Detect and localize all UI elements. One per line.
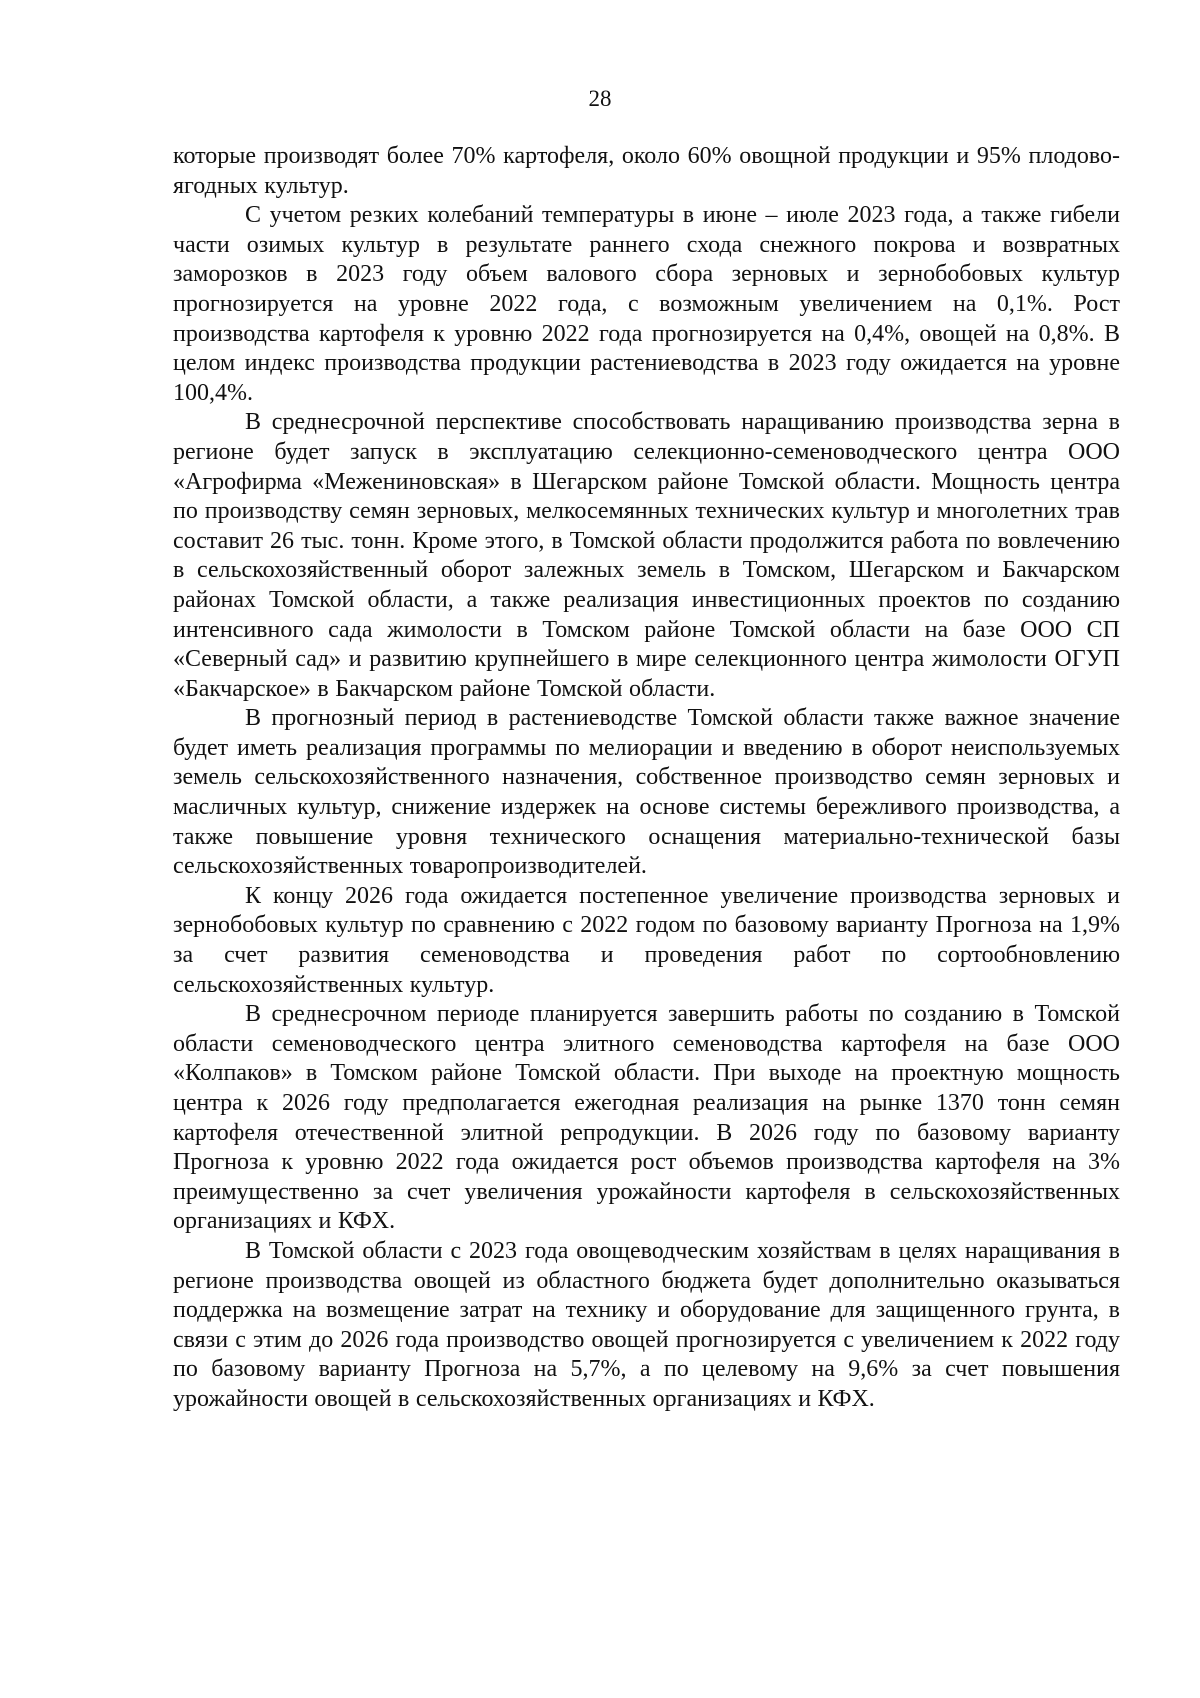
paragraph-grain-growth-2026: К концу 2026 года ожидается постепенное увеличение производства зерновых и зернобобовых культур по сравнению с 2022 годом по базовому варианту Прогноза на 1,9% за счет развития семеноводства и проведения работ по сортообновлению сельскохозяйственных культур. — [173, 882, 1120, 998]
paragraph-continuation: которые производят более 70% картофеля, около 60% овощной продукции и 95% плодово-ягодных культур. — [173, 143, 1120, 199]
paragraph-melioration-program: В прогнозный период в растениеводстве Томской области также важное значение будет иметь реализация программы по мелиорации и введению в оборот неиспользуемых земель сельскохозяйственного назначения, собственное производство семян зерновых и масличных культур, снижение издержек на основе системы бережливого производства, а также повышение уровня технического оснащения материально-технической базы сельскохозяйственных товаропроизводителей. — [173, 705, 1120, 880]
paragraph-potato-seed-center: В среднесрочном периоде планируется завершить работы по созданию в Томской области семеноводческого центра элитного семеноводства картофеля на базе ООО «Колпаков» в Томском районе Томской области. При выходе на проектную мощность центра к 2026 году предполагается ежегодная реализация на рынке 1370 тонн семян картофеля отечественной элитной репродукции. В 2026 году по базовому варианту Прогноза к уровню 2022 года ожидается рост объемов производства картофеля на 3% преимущественно за счет увеличения урожайности картофеля в сельскохозяйственных организациях и КФХ. — [173, 1001, 1120, 1235]
document-body — [173, 142, 1120, 1415]
paragraph-grain-seed-center: В среднесрочной перспективе способствовать наращиванию производства зерна в регионе будет запуск в эксплуатацию селекционно-семеноводческого центра ООО «Агрофирма «Межениновская» в Шегарском районе Томской области. Мощность центра по производству семян зерновых, мелкосемянных технических культур и многолетних трав составит 26 тыс. тонн. Кроме этого, в Томской области продолжится работа по вовлечению в сельскохозяйственный оборот залежных земель в Томском, Шегарском и Бакчарском районах Томской области, а также реализация инвестиционных проектов по созданию интенсивного сада жимолости в Томском районе Томской области на базе ООО СП «Северный сад» и развитию крупнейшего в мире селекционного центра жимолости ОГУП «Бакчарское» в Бакчарском районе Томской области. — [173, 409, 1120, 702]
paragraph-crop-forecast-2023: С учетом резких колебаний температуры в июне – июле 2023 года, а также гибели части озимых культур в результате раннего схода снежного покрова и возвратных заморозков в 2023 году объем валового сбора зерновых и зернобобовых культур прогнозируется на уровне 2022 года, с возможным увеличением на 0,1%. Рост производства картофеля к уровню 2022 года прогнозируется на 0,4%, овощей на 0,8%. В целом индекс производства продукции растениеводства в 2023 году ожидается на уровне 100,4%. — [173, 202, 1120, 406]
paragraph-vegetable-support: В Томской области с 2023 года овощеводческим хозяйствам в целях наращивания в регионе производства овощей из областного бюджета будет дополнительно оказываться поддержка на возмещение затрат на технику и оборудование для защищенного грунта, в связи с этим до 2026 года производство овощей прогнозируется с увеличением к 2022 году по базовому варианту Прогноза на 5,7%, а по целевому на 9,6% за счет повышения урожайности овощей в сельскохозяйственных организациях и КФХ. — [173, 1237, 1120, 1412]
page-number: 28 — [588, 86, 612, 111]
